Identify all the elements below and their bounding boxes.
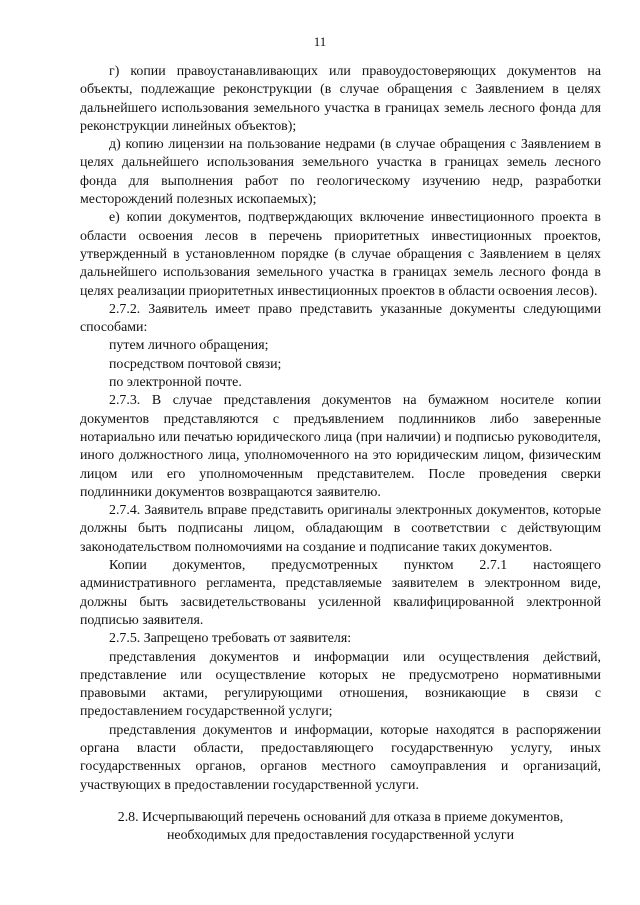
section-heading-line-1: 2.8. Исчерпывающий перечень оснований для отказа в приеме документов, (117, 809, 564, 825)
list-item-lichnoe-obrashchenie: путем личного обращения; (109, 338, 269, 354)
section-heading-line-2: необходимых для предоставления государственной услуги (166, 828, 515, 844)
section-heading-2-8 (80, 809, 601, 846)
list-item-pochtovaya-svyaz: посредством почтовой связи; (109, 356, 282, 372)
paragraph-zapret-2: представления документов и информации, которые находятся в распоряжении органа власти области, предоставляющего государственную услугу, иных государственных органов, органов местного самоуправления и организаций, участвующих в предоставлении государственной услуги. (80, 722, 601, 793)
paragraph-zapret-1: представления документов и информации или осуществления действий, представление или осуществление которых не предусмотрено нормативными правовыми актами, регулирующими отношения, возникающие в связи с предоставлением государственной услуги; (80, 649, 601, 720)
document-body (80, 63, 601, 845)
paragraph-2-7-2: 2.7.2. Заявитель имеет право представить указанные документы следующими способами: (80, 301, 601, 336)
paragraph-2-7-4: 2.7.4. Заявитель вправе представить оригиналы электронных документов, которые должны быть подписаны лицом, обладающим в соответствии с действующим законодательством полномочиями на создание и подписание таких документов. (80, 503, 601, 555)
page-number: 11 (313, 34, 327, 49)
paragraph-g-pravoustanavlivayushchie: г) копии правоустанавливающих или правоудостоверяющих документов на объекты, подлежащие реконструкции (в случае обращения с Заявлением в целях дальнейшего использования земельного участка в границах земель лесного фонда для реконструкции линейных объектов); (80, 64, 601, 134)
paragraph-d-litsenziya-nedra: д) копию лицензии на пользование недрами (в случае обращения с Заявлением в целях дальнейшего использования земельного участка в границах земель лесного фонда для выполнения работ по геологическому изучению недр, разработки месторождений полезных ископаемых); (80, 137, 601, 208)
paragraph-kopii-dokumentov: Копии документов, предусмотренных пунктом 2.7.1 настоящего административного регламента, представляемые заявителем в электронном виде, должны быть засвидетельствованы усиленной квалифицированной электронной подписью заявителя. (80, 558, 601, 628)
list-item-elektronnaya-pochta: по электронной почте. (109, 375, 242, 391)
paragraph-2-7-3: 2.7.3. В случае представления документов на бумажном носителе копии документов представляются с предъявлением подлинников либо заверенные нотариально или печатью юридического лица (при наличии) и подписью руководителя, иного должностного лица, уполномоченного на это юридическим лицом, физическим лицом или его уполномоченным представителем. После проведения сверки подлинники документов возвращаются заявителю. (80, 393, 601, 500)
paragraph-e-investproekt: е) копии документов, подтверждающих включение инвестиционного проекта в области освоения лесов в перечень приоритетных инвестиционных проектов, утвержденный в установленном порядке (в случае обращения с Заявлением в целях дальнейшего использования земельного участка в границах земель лесного фонда в целях реализации приоритетных инвестиционных проектов в области освоения лесов). (80, 210, 601, 299)
paragraph-2-7-5: 2.7.5. Запрещено требовать от заявителя: (109, 631, 352, 647)
